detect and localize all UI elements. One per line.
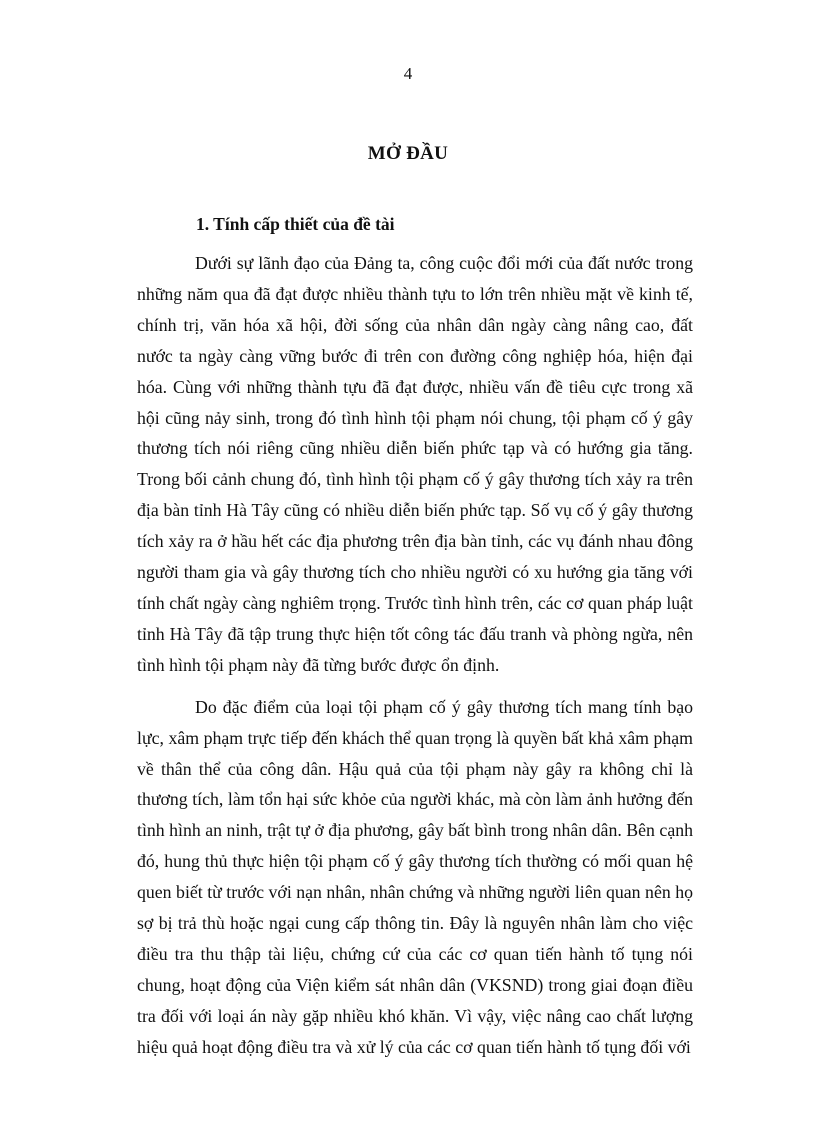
section-heading: 1. Tính cấp thiết của đề tài [196, 214, 395, 234]
paragraph-1: Dưới sự lãnh đạo của Đảng ta, công cuộc đổi mới của đất nước trong những năm qua đã đạt được nhiều thành tựu to lớn trên nhiều mặt về kinh tế, chính trị, văn hóa xã hội, đời sống của nhân dân ngày càng nâng cao, đất nước ta ngày càng vững bước đi trên con đường công nghiệp hóa, hiện đại hóa. Cùng với những thành tựu đã đạt được, nhiều vấn đề tiêu cực trong xã hội cũng nảy sinh, trong đó tình hình tội phạm nói chung, tội phạm cố ý gây thương tích nói riêng cũng nhiều diễn biến phức tạp và có hướng gia tăng. Trong bối cảnh chung đó, tình hình tội phạm cố ý gây thương tích xảy ra trên địa bàn tỉnh Hà Tây cũng có nhiều diễn biến phức tạp. Số vụ cố ý gây thương tích xảy ra ở hầu hết các địa phương trên địa bàn tỉnh, các vụ đánh nhau đông người tham gia và gây thương tích cho nhiều người có xu hướng gia tăng với tính chất ngày càng nghiêm trọng. Trước tình hình trên, các cơ quan pháp luật tỉnh Hà Tây đã tập trung thực hiện tốt công tác đấu tranh và phòng ngừa, nên tình hình tội phạm này đã từng bước được ổn định. [137, 253, 693, 675]
paragraph-2: Do đặc điểm của loại tội phạm cố ý gây thương tích mang tính bạo lực, xâm phạm trực tiếp đến khách thể quan trọng là quyền bất khả xâm phạm về thân thể của công dân. Hậu quả của tội phạm này gây ra không chỉ là thương tích, làm tổn hại sức khỏe của người khác, mà còn làm ảnh hưởng đến tình hình an ninh, trật tự ở địa phương, gây bất bình trong nhân dân. Bên cạnh đó, hung thủ thực hiện tội phạm cố ý gây thương tích thường có mối quan hệ quen biết từ trước với nạn nhân, nhân chứng và những người liên quan nên họ sợ bị trả thù hoặc ngại cung cấp thông tin. Đây là nguyên nhân làm cho việc điều tra thu thập tài liệu, chứng cứ của các cơ quan tiến hành tố tụng nói chung, hoạt động của Viện kiểm sát nhân dân (VKSND) trong giai đoạn điều tra đối với loại án này gặp nhiều khó khăn. Vì vậy, việc nâng cao chất lượng hiệu quả hoạt động điều tra và xử lý của các cơ quan tiến hành tố tụng đối với [137, 696, 693, 1057]
page-number: 4 [403, 64, 413, 83]
chapter-title: MỞ ĐẦU [367, 143, 449, 164]
body-text [137, 248, 693, 1063]
